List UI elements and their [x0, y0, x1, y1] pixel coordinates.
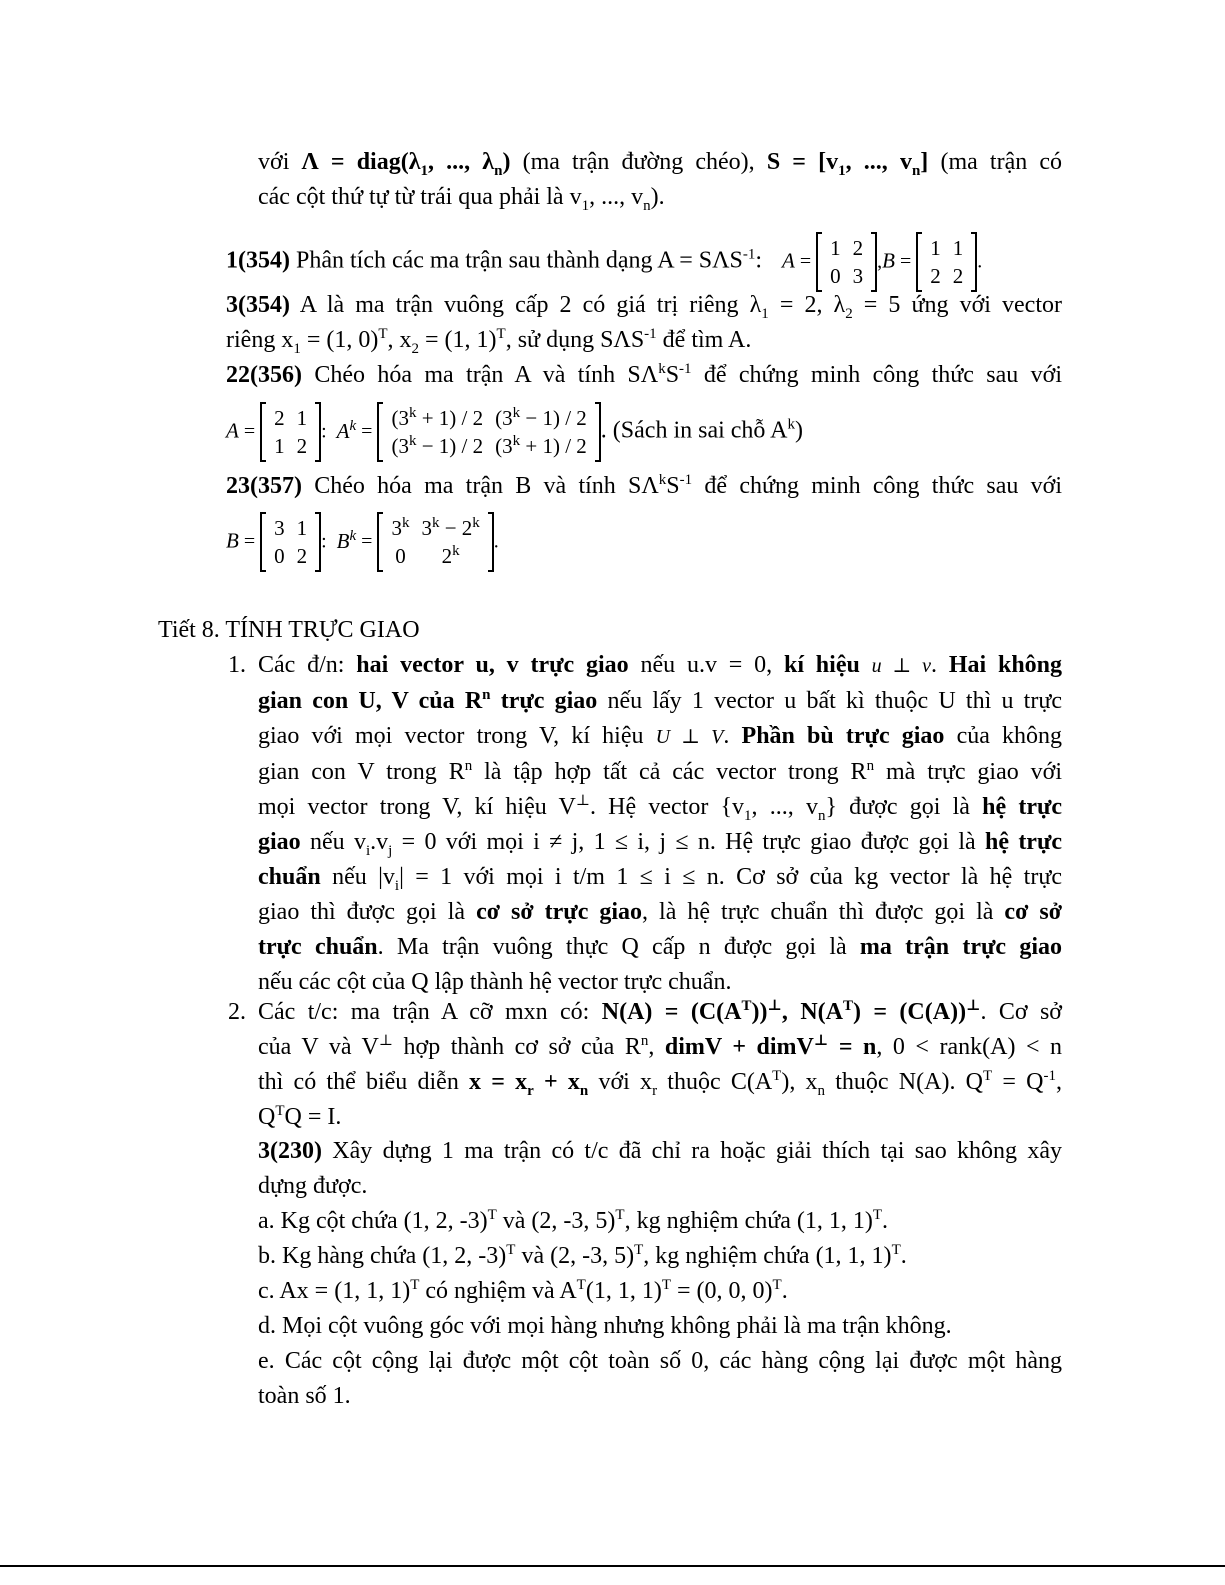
matrix-A: 1 2 0 3 [816, 232, 877, 292]
intro-block [258, 145, 1062, 215]
exercise-23-357: 23(357) Chéo hóa ma trận B và tính $S\Lambda^kS^{-1}$ để chứng minh công thức sau với [226, 472, 1062, 499]
exercise-22-356: 22(356) Chéo hóa ma trận A và tính $S\Lambda^kS^{-1}$ để chứng minh công thức sau với [226, 361, 1062, 388]
exercise-3-230-e: e. Các cột cộng lại được một cột toàn số 0, các hàng cộng lại được một hàng [258, 1348, 1062, 1374]
exercise-3-230-a: a. Kg cột chứa (1, 2, -3)$^T$ và (2, -3, 5)$^T$, kg nghiệm chứa (1, 1, 1)$^T$. [258, 1207, 889, 1234]
exercise-3-230-b: b. Kg hàng chứa (1, 2, -3)$^T$ và (2, -3, 5)$^T$, kg nghiệm chứa (1, 1, 1)$^T$. [258, 1242, 907, 1269]
exercise-3-354: 3(354) A là ma trận vuông cấp 2 có giá trị riêng $\lambda_1 = 2$, $\lambda_2 = 5$ ứng với vector riêng $x_1 = (1$, 0)$^T$, $x_2 = (1$, 1)$^T$, sử dụng $S\Lambda S^{-1}$ để tìm A. [226, 292, 1062, 357]
intro-line-2: các cột thứ tự từ trái qua phải là $v_1$, ..., $v_n$). [258, 184, 665, 214]
matrix-A-22: 2 1 1 2 [260, 402, 321, 462]
exercise-3-230-c: c. Ax = (1, 1, 1)$^T$ có nghiệm và $A^T(1$, 1, 1)$^T$ = (0, 0, 0)$^T$. [258, 1277, 788, 1304]
section-title: Tiết 8. TÍNH TRỰC GIAO [158, 617, 420, 643]
item-2-properties: Các t/c: ma trận A cỡ mxn có: $N(A) = (C(A^T))^\perp$, $N(A^T) = (C(A))^\perp$. Cơ sở của V và V⊥ hợp thành cơ sở của $R^n$, dimV + dimV⊥ = n, 0 < rank(A) < n thì có thể biểu diễn $x = x_r + x_n$ với $x_r$ thuộc $C(A^T)$, $x_n$ thuộc N(A). $Q^T = Q^{-1}$, $Q^TQ = I$. [258, 998, 1063, 1130]
intro-line-1: với $\Lambda = diag(\lambda_1$, ..., $\lambda_n$) (ma trận đường chéo), $S = [v_1$, ..., $v_n$] (ma trận có [258, 149, 1063, 179]
matrix-Ak: $(3^k + 1) / 2$ $(3^k - 1) / 2$ $(3^k - 1) / 2$ $(3^k + 1) / 2$ [377, 402, 600, 462]
exercise-23-formula: B = 3 1 0 2 : $B^k$ = 3$^k$ $3^k - 2^k$ 0 2$^k$ . [226, 508, 1066, 574]
exercise-3-230: 3(230) Xây dựng 1 ma trận có t/c đã chỉ ra hoặc giải thích tại sao không xây dựng được. a. Kg cột chứa (1, 2, -3)$^T$ và (2, -3, 5)$^T$, kg nghiệm chứa (1, 1, 1)$^T$. b. Kg hàng chứa (1, 2, -3)$^T$ và (2, -3, 5)$^T$, kg nghiệm chứa (1, 1, 1)$^T$. c. Ax = (1, 1, 1)$^T$ có nghiệm và $A^T(1$, 1, 1)$^T$ = (0, 0, 0)$^T$. d. Mọi cột vuông góc với mọi hàng nhưng không phải là ma trận không. e. Các cột cộng lại được một cột toàn số 0, các hàng cộng lại được một hàng toàn số 1. [258, 1138, 1062, 1409]
exercise-3-230-d: d. Mọi cột vuông góc với mọi hàng nhưng không phải là ma trận không. [258, 1313, 952, 1339]
matrix-B: 1 1 2 2 [916, 232, 977, 292]
exercise-22-formula: A = 2 1 1 2 : $A^k$ = $(3^k + 1) / 2$ $(3^k - 1) / 2$ $(3^k - 1) / 2$ $(3^k + 1) / 2$ . (Sách in sai chỗ $A^k$) [226, 398, 1066, 464]
item-1-label: 1. [228, 652, 246, 678]
item-2-label: 2. [228, 999, 246, 1025]
item-1-definitions: Các đ/n: hai vector u, v trực giao nếu u.v = 0, kí hiệu u ⊥ v. Hai không gian con U, V của $R^n$ trực giao nếu lấy 1 vector u bất kì thuộc U thì u trực giao với mọi vector trong V, kí hiệu U ⊥ V. Phần bù trực giao của không gian con V trong $R^n$ là tập hợp tất cả các vector trong $R^n$ mà trực giao với mọi vector trong V, kí hiệu V⊥. Hệ vector {$v_1$, ..., $v_n$} được gọi là hệ trực giao nếu $v_i.v_j = 0$ với mọi i ≠ j, 1 ≤ i, j ≤ n. Hệ trực giao được gọi là hệ trực chuẩn nếu $|v_i| = 1$ với mọi i t/m 1 ≤ i ≤ n. Cơ sở của kg vector là hệ trực giao thì được gọi là cơ sở trực giao, là hệ trực chuẩn thì được gọi là cơ sở trực chuẩn. Ma trận vuông thực Q cấp n được gọi là ma trận trực giao nếu các cột của Q lập thành hệ vector trực chuẩn. [258, 652, 1063, 995]
exercise-1-354: 1(354) Phân tích các ma trận sau thành dạng $A = S\Lambda S^{-1}$: A = 1 2 0 3 ,B = 1 1 2 2 . [226, 220, 1066, 280]
matrix-Bk: 3$^k$ $3^k - 2^k$ 0 2$^k$ [377, 512, 493, 572]
page-bottom-rule [0, 1565, 1225, 1567]
matrix-B-23: 3 1 0 2 [260, 512, 321, 572]
